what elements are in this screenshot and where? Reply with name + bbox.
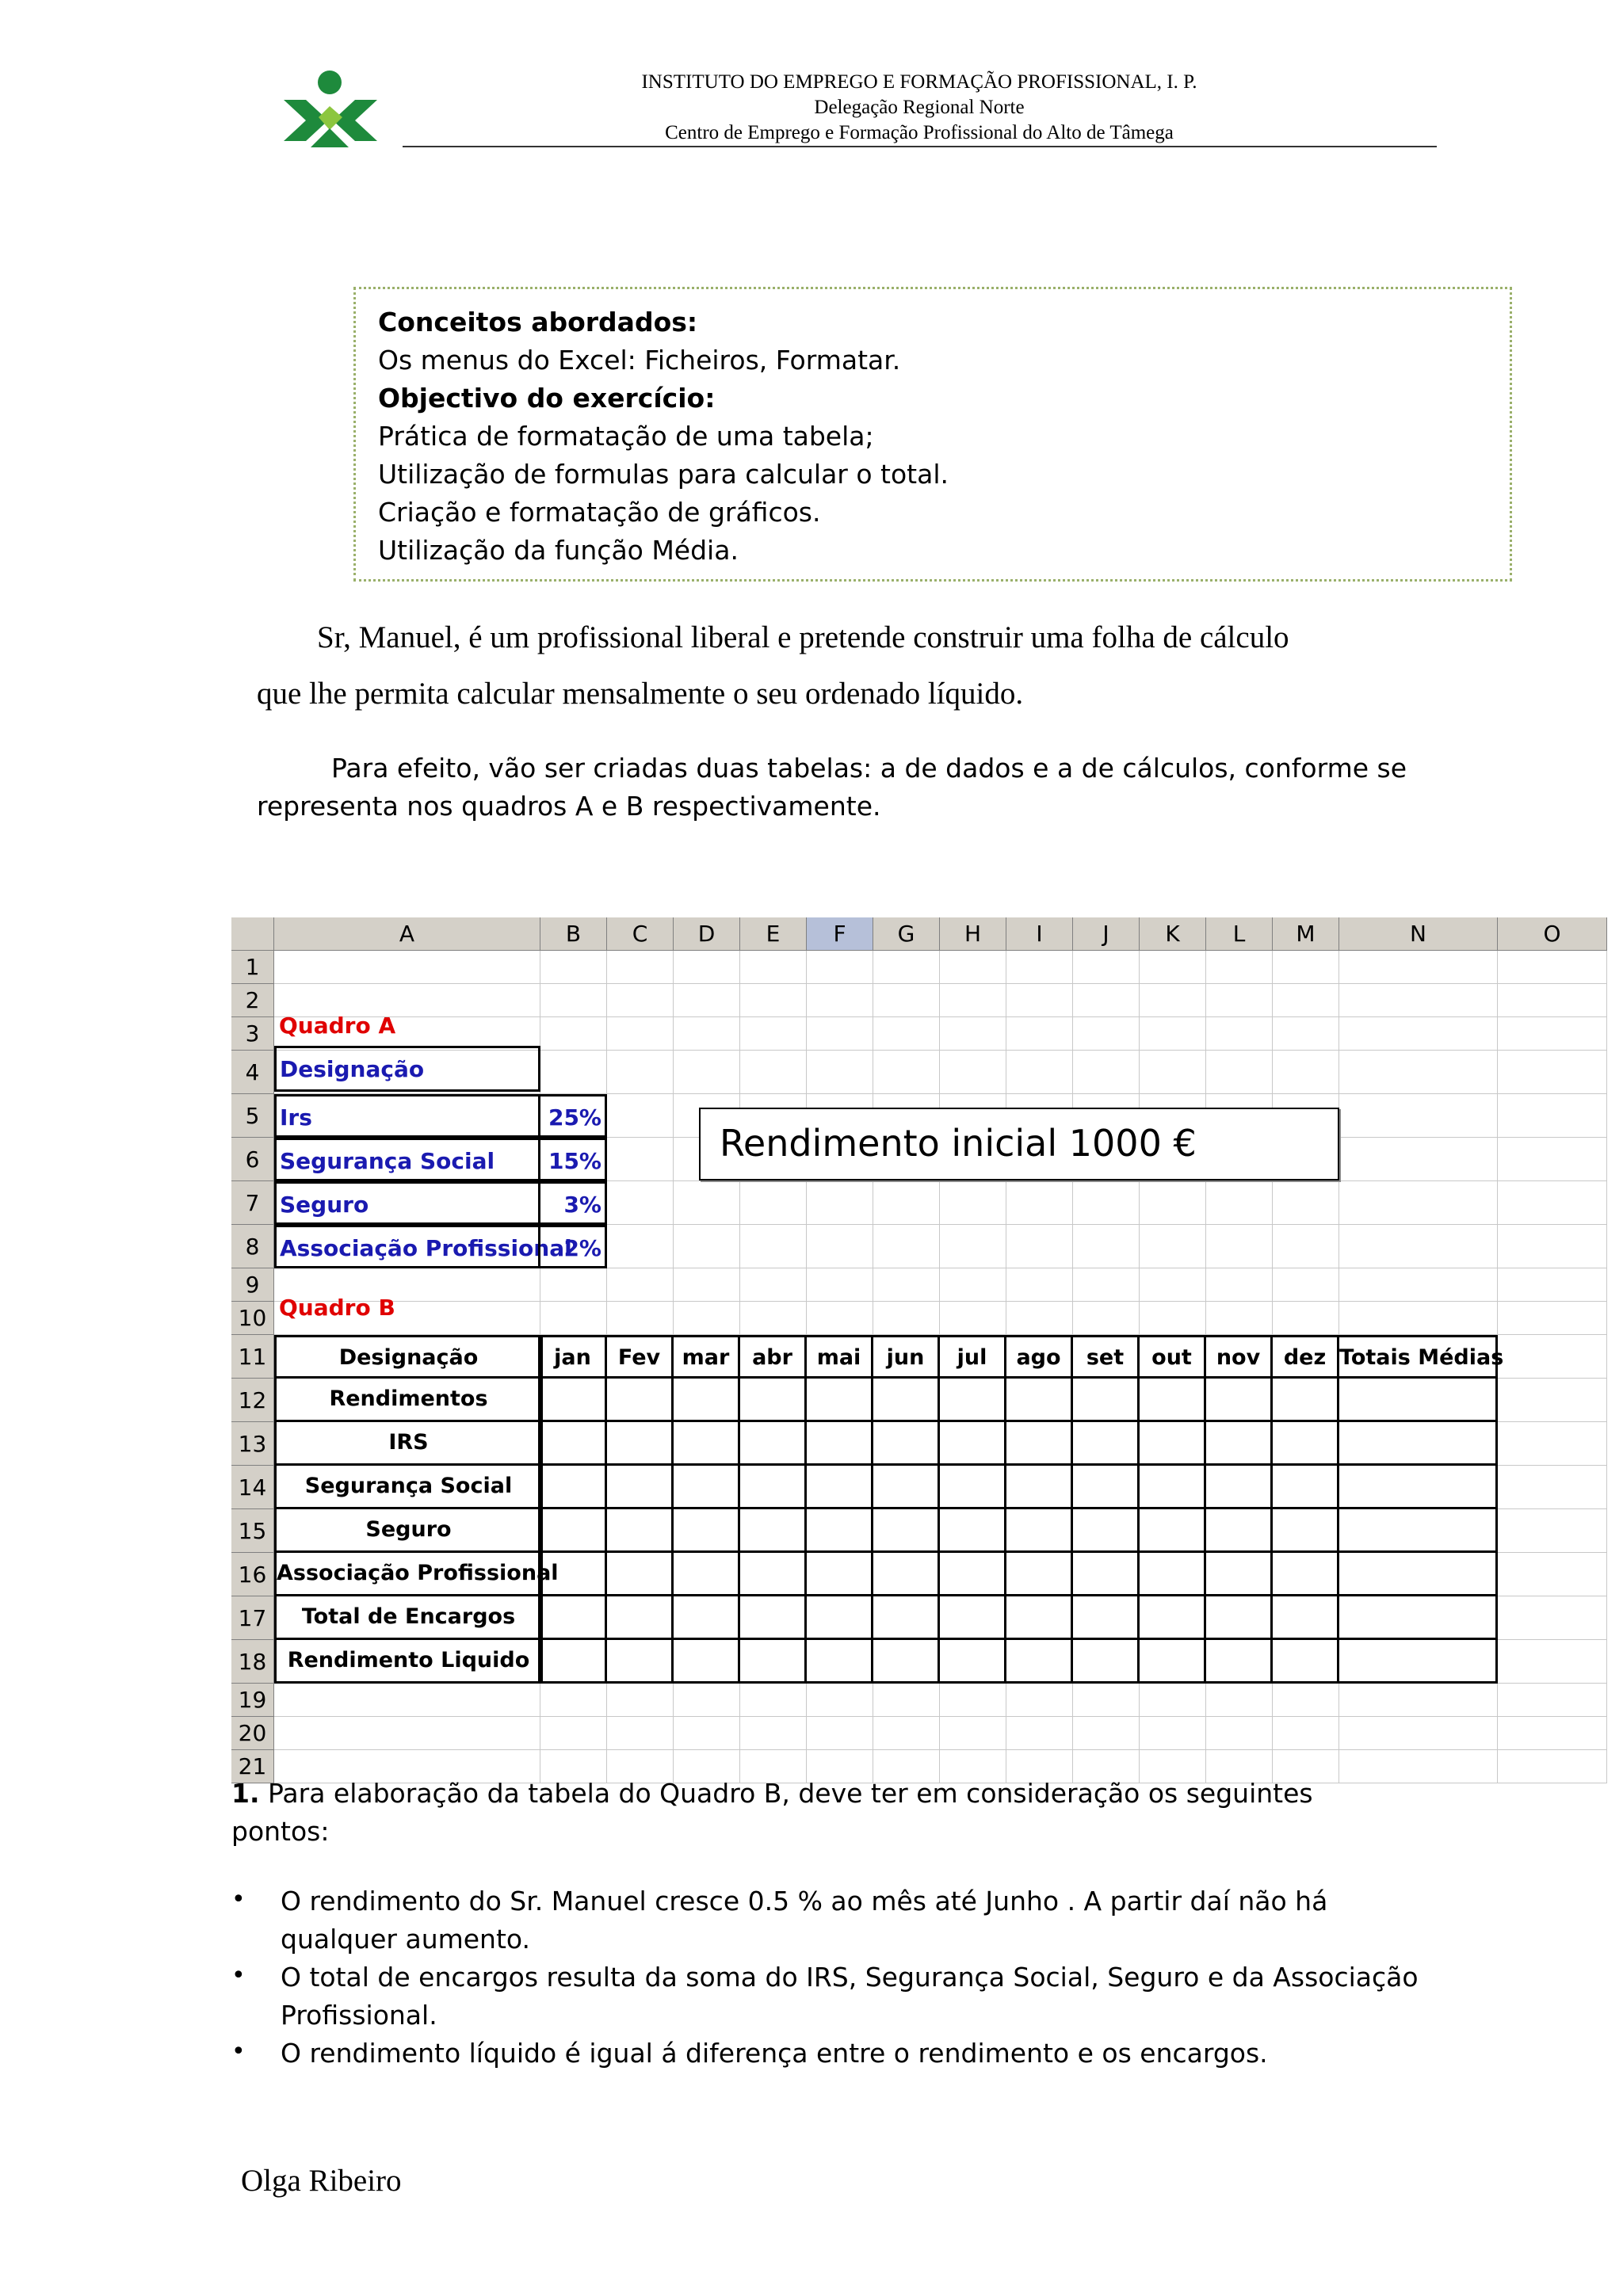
grid-line: [1606, 951, 1607, 1783]
quadro-b-data-cell[interactable]: [1204, 1420, 1273, 1466]
totals-header-text: Totais Médias: [1339, 1345, 1504, 1370]
month-header-set[interactable]: [1071, 1335, 1140, 1379]
row-header-13[interactable]: 13: [231, 1422, 274, 1466]
quadro-b-data-cell[interactable]: [1137, 1594, 1206, 1640]
month-header-mar-text: mar: [682, 1345, 730, 1370]
footer-author: Olga Ribeiro: [241, 2164, 402, 2198]
month-header-nov-text: nov: [1216, 1345, 1261, 1370]
row-header-18[interactable]: 18: [231, 1640, 274, 1684]
quadro-b-data-cell[interactable]: [1071, 1420, 1140, 1466]
grid-line: [274, 1749, 1607, 1750]
quadro-b-data-cell[interactable]: [1137, 1376, 1206, 1422]
quadro-b-data-cell[interactable]: [938, 1463, 1006, 1509]
row-header-9[interactable]: 9: [231, 1268, 274, 1302]
row-header-6[interactable]: 6: [231, 1138, 274, 1181]
month-header-mai[interactable]: [804, 1335, 873, 1379]
quadro-a-item-value: 2%: [563, 1235, 601, 1261]
quadro-b-data-cell[interactable]: [1270, 1594, 1339, 1640]
quadro-b-data-cell[interactable]: [738, 1463, 807, 1509]
bullet-item: O rendimento líquido é igual á diferença entre o rendimento e os encargos.: [281, 2038, 1268, 2069]
quadro-b-data-cell[interactable]: [938, 1420, 1006, 1466]
quadro-a-header: Designação: [280, 1056, 425, 1082]
grid-line: [274, 1716, 1607, 1717]
quadro-b-data-cell[interactable]: [605, 1463, 674, 1509]
intro-paragraph-2: Para efeito, vão ser criadas duas tabelas: a de dados e a de cálculos, conforme se: [331, 753, 1407, 784]
month-header-out-text: out: [1151, 1345, 1192, 1370]
quadro-b-data-cell[interactable]: [1270, 1638, 1339, 1684]
row-header-15[interactable]: 15: [231, 1509, 274, 1553]
quadro-a-header-cell[interactable]: [274, 1046, 540, 1092]
instructions-intro: [231, 1778, 1313, 1809]
row-header-19[interactable]: 19: [231, 1684, 274, 1717]
quadro-b-data-cell[interactable]: [1137, 1463, 1206, 1509]
instruction-text: Para elaboração da tabela do Quadro B, deve ter em consideração os seguintes: [268, 1778, 1313, 1809]
column-header-m[interactable]: M: [1273, 917, 1339, 951]
row-header-20[interactable]: 20: [231, 1717, 274, 1750]
quadro-b-row-label-text: Total de Encargos: [301, 1604, 516, 1629]
row-header-21[interactable]: 21: [231, 1750, 274, 1783]
column-header-n[interactable]: N: [1339, 917, 1498, 951]
bullet-item: Profissional.: [281, 2000, 437, 2031]
quadro-b-data-cell[interactable]: [871, 1550, 940, 1596]
quadro-a-label-cell[interactable]: [274, 1094, 540, 1138]
column-header-l[interactable]: L: [1206, 917, 1273, 951]
quadro-b-row-label-text: Associação Profissional: [277, 1561, 559, 1585]
quadro-b-data-cell[interactable]: [1137, 1550, 1206, 1596]
quadro-b-header-cell-text: Designação: [338, 1345, 479, 1370]
row-header-10[interactable]: 10: [231, 1302, 274, 1335]
row-header-17[interactable]: 17: [231, 1596, 274, 1640]
quadro-b-data-cell[interactable]: [538, 1420, 607, 1466]
quadro-a-label-cell[interactable]: [274, 1138, 540, 1181]
quadro-b-data-cell[interactable]: [1004, 1594, 1073, 1640]
quadro-b-data-cell[interactable]: [671, 1550, 740, 1596]
quadro-b-data-cell[interactable]: [1204, 1594, 1273, 1640]
column-header-b[interactable]: B: [540, 917, 607, 951]
column-header-d[interactable]: D: [674, 917, 740, 951]
instruction-number: 1.: [231, 1778, 260, 1809]
objective-line: Criação e formatação de gráficos.: [378, 497, 821, 528]
column-header-f[interactable]: F: [807, 917, 873, 951]
month-header-set-text: set: [1086, 1345, 1125, 1370]
column-header-o[interactable]: O: [1498, 917, 1607, 951]
quadro-b-data-cell[interactable]: [1337, 1594, 1498, 1640]
quadro-a-item-label: Seguro: [280, 1192, 369, 1218]
month-header-jun[interactable]: [871, 1335, 940, 1379]
row-header-4[interactable]: 4: [231, 1051, 274, 1094]
month-header-jun-text: jun: [886, 1345, 925, 1370]
column-header-e[interactable]: E: [740, 917, 807, 951]
column-header-i[interactable]: I: [1006, 917, 1073, 951]
bullet-item: O total de encargos resulta da soma do IRS, Segurança Social, Seguro e da Associação: [281, 1962, 1419, 1993]
quadro-b-data-cell[interactable]: [1337, 1638, 1498, 1684]
quadro-b-data-cell[interactable]: [738, 1420, 807, 1466]
month-header-abr[interactable]: [738, 1335, 807, 1379]
month-header-out[interactable]: [1137, 1335, 1206, 1379]
quadro-b-data-cell[interactable]: [804, 1550, 873, 1596]
objective-heading: Objectivo do exercício:: [378, 383, 716, 414]
month-header-fev[interactable]: [605, 1335, 674, 1379]
month-header-ago[interactable]: [1004, 1335, 1073, 1379]
bullet-icon: •: [231, 2038, 246, 2065]
quadro-b-data-cell[interactable]: [738, 1550, 807, 1596]
quadro-b-data-cell[interactable]: [1204, 1376, 1273, 1422]
quadro-b-data-cell[interactable]: [1204, 1507, 1273, 1553]
intro-paragraph: que lhe permita calcular mensalmente o seu ordenado líquido.: [257, 677, 1024, 711]
quadro-b-data-cell[interactable]: [605, 1376, 674, 1422]
quadro-a-item-label: Segurança Social: [280, 1148, 495, 1174]
quadro-b-data-cell[interactable]: [871, 1594, 940, 1640]
quadro-b-data-cell[interactable]: [871, 1420, 940, 1466]
month-header-ago-text: ago: [1016, 1345, 1061, 1370]
quadro-b-data-cell[interactable]: [538, 1376, 607, 1422]
month-header-jan[interactable]: [538, 1335, 607, 1379]
quadro-b-data-cell[interactable]: [1204, 1550, 1273, 1596]
quadro-b-data-cell[interactable]: [871, 1376, 940, 1422]
quadro-b-data-cell[interactable]: [1071, 1550, 1140, 1596]
iefp-logo: [279, 68, 382, 154]
bullet-icon: •: [231, 1886, 246, 1913]
quadro-a-value-cell[interactable]: [538, 1138, 607, 1181]
quadro-b-row-label[interactable]: [274, 1594, 543, 1640]
concepts-box: [353, 287, 1512, 582]
quadro-b-data-cell[interactable]: [538, 1638, 607, 1684]
quadro-b-data-cell[interactable]: [938, 1507, 1006, 1553]
quadro-b-data-cell[interactable]: [871, 1507, 940, 1553]
quadro-b-data-cell[interactable]: [1337, 1463, 1498, 1509]
month-header-dez-text: dez: [1283, 1345, 1327, 1370]
quadro-b-data-cell[interactable]: [1004, 1550, 1073, 1596]
quadro-b-data-cell[interactable]: [1071, 1507, 1140, 1553]
month-header-mai-text: mai: [816, 1345, 861, 1370]
quadro-b-data-cell[interactable]: [804, 1507, 873, 1553]
quadro-b-data-cell[interactable]: [738, 1638, 807, 1684]
quadro-b-data-cell[interactable]: [1204, 1463, 1273, 1509]
quadro-b-data-cell[interactable]: [538, 1550, 607, 1596]
quadro-a-item-value: 25%: [548, 1104, 601, 1131]
quadro-b-data-cell[interactable]: [804, 1638, 873, 1684]
quadro-b-data-cell[interactable]: [1071, 1463, 1140, 1509]
quadro-b-data-cell[interactable]: [671, 1638, 740, 1684]
quadro-b-data-cell[interactable]: [804, 1463, 873, 1509]
quadro-b-data-cell[interactable]: [1137, 1420, 1206, 1466]
rendimento-inicial-box[interactable]: Rendimento inicial 1000 €: [699, 1108, 1339, 1180]
quadro-b-data-cell[interactable]: [804, 1376, 873, 1422]
month-header-jan-text: jan: [554, 1345, 591, 1370]
quadro-b-row-label[interactable]: [274, 1550, 559, 1596]
row-header-12[interactable]: 12: [231, 1379, 274, 1422]
quadro-b-label: Quadro B: [279, 1295, 395, 1321]
quadro-b-data-cell[interactable]: [1137, 1638, 1206, 1684]
quadro-b-data-cell[interactable]: [1004, 1463, 1073, 1509]
quadro-b-data-cell[interactable]: [1004, 1638, 1073, 1684]
month-header-jul-text: jul: [957, 1345, 987, 1370]
quadro-b-data-cell[interactable]: [1337, 1507, 1498, 1553]
quadro-b-data-cell[interactable]: [1270, 1376, 1339, 1422]
quadro-b-data-cell[interactable]: [605, 1420, 674, 1466]
quadro-b-data-cell[interactable]: [1270, 1463, 1339, 1509]
quadro-b-data-cell[interactable]: [1071, 1594, 1140, 1640]
column-header-j[interactable]: J: [1073, 917, 1140, 951]
quadro-b-data-cell[interactable]: [871, 1638, 940, 1684]
quadro-b-data-cell[interactable]: [1270, 1507, 1339, 1553]
quadro-a-label: Quadro A: [279, 1013, 396, 1039]
quadro-a-value-cell[interactable]: [538, 1094, 607, 1138]
quadro-b-data-cell[interactable]: [1137, 1507, 1206, 1553]
quadro-a-label-cell[interactable]: [274, 1181, 540, 1225]
quadro-b-data-cell[interactable]: [605, 1594, 674, 1640]
quadro-b-data-cell[interactable]: [538, 1594, 607, 1640]
row-header-16[interactable]: 16: [231, 1553, 274, 1596]
quadro-b-row-label-text: Rendimento Liquido: [287, 1648, 530, 1672]
header-rule: [403, 146, 1437, 147]
month-header-nov[interactable]: [1204, 1335, 1273, 1379]
row-header-3[interactable]: 3: [231, 1017, 274, 1051]
quadro-b-data-cell[interactable]: [1004, 1420, 1073, 1466]
totals-header[interactable]: [1337, 1335, 1504, 1379]
quadro-b-data-cell[interactable]: [605, 1638, 674, 1684]
quadro-b-data-cell[interactable]: [1270, 1420, 1339, 1466]
quadro-a-item-value: 15%: [548, 1148, 601, 1174]
quadro-b-data-cell[interactable]: [871, 1463, 940, 1509]
row-header-14[interactable]: 14: [231, 1466, 274, 1509]
quadro-b-data-cell[interactable]: [938, 1376, 1006, 1422]
quadro-b-data-cell[interactable]: [1071, 1376, 1140, 1422]
objective-line: Utilização de formulas para calcular o total.: [378, 459, 949, 490]
quadro-b-data-cell[interactable]: [938, 1638, 1006, 1684]
month-header-abr-text: abr: [752, 1345, 792, 1370]
instructions-intro: pontos:: [231, 1816, 330, 1847]
quadro-b-data-cell[interactable]: [1337, 1550, 1498, 1596]
row-header-5[interactable]: 5: [231, 1094, 274, 1138]
quadro-b-data-cell[interactable]: [1004, 1507, 1073, 1553]
quadro-b-data-cell[interactable]: [605, 1550, 674, 1596]
concepts-heading: Conceitos abordados:: [378, 307, 698, 338]
quadro-b-row-label[interactable]: [274, 1420, 543, 1466]
month-header-jul[interactable]: [938, 1335, 1006, 1379]
row-header-1[interactable]: 1: [231, 951, 274, 984]
row-header-2[interactable]: 2: [231, 984, 274, 1017]
column-header-k[interactable]: K: [1140, 917, 1206, 951]
quadro-b-data-cell[interactable]: [938, 1550, 1006, 1596]
quadro-a-item-label: Irs: [280, 1104, 312, 1131]
quadro-b-data-cell[interactable]: [538, 1507, 607, 1553]
column-header-g[interactable]: G: [873, 917, 940, 951]
quadro-b-row-label[interactable]: [274, 1463, 543, 1509]
month-header-fev-text: Fev: [617, 1345, 661, 1370]
quadro-b-data-cell[interactable]: [538, 1463, 607, 1509]
quadro-a-value-cell[interactable]: [538, 1181, 607, 1225]
quadro-b-row-label-text: Rendimentos: [329, 1386, 488, 1411]
month-header-dez[interactable]: [1270, 1335, 1339, 1379]
quadro-b-data-cell[interactable]: [671, 1594, 740, 1640]
quadro-b-row-label-text: IRS: [388, 1430, 429, 1455]
column-header-h[interactable]: H: [940, 917, 1006, 951]
quadro-a-value-cell[interactable]: [538, 1225, 607, 1268]
grid-line: [274, 983, 1607, 984]
intro-paragraph-2: representa nos quadros A e B respectivamente.: [257, 791, 881, 822]
intro-paragraph: Sr, Manuel, é um profissional liberal e pretende construir uma folha de cálculo: [317, 620, 1289, 654]
quadro-a-label-cell[interactable]: [274, 1225, 572, 1268]
quadro-b-data-cell[interactable]: [605, 1507, 674, 1553]
header-center: Centro de Emprego e Formação Profissional do Alto de Tâmega: [665, 122, 1174, 143]
quadro-b-row-label[interactable]: [274, 1507, 543, 1553]
sheet-corner[interactable]: [231, 917, 274, 951]
objective-line: Utilização da função Média.: [378, 535, 739, 566]
quadro-b-data-cell[interactable]: [671, 1463, 740, 1509]
quadro-b-data-cell[interactable]: [738, 1507, 807, 1553]
quadro-b-data-cell[interactable]: [738, 1376, 807, 1422]
quadro-b-data-cell[interactable]: [1270, 1550, 1339, 1596]
grid-line: [274, 1016, 1607, 1017]
concepts-line: Os menus do Excel: Ficheiros, Formatar.: [378, 345, 901, 376]
spreadsheet: [231, 917, 1607, 1777]
header-institute: INSTITUTO DO EMPREGO E FORMAÇÃO PROFISSIONAL, I. P.: [641, 71, 1197, 93]
column-header-a[interactable]: A: [274, 917, 540, 951]
grid-line: [274, 1301, 1607, 1302]
quadro-b-data-cell[interactable]: [671, 1507, 740, 1553]
header-delegation: Delegação Regional Norte: [814, 97, 1025, 118]
row-header-8[interactable]: 8: [231, 1225, 274, 1268]
quadro-b-data-cell[interactable]: [1004, 1376, 1073, 1422]
quadro-b-data-cell[interactable]: [1204, 1638, 1273, 1684]
quadro-b-data-cell[interactable]: [938, 1594, 1006, 1640]
quadro-b-row-label[interactable]: [274, 1376, 543, 1422]
bullet-item: O rendimento do Sr. Manuel cresce 0.5 % ao mês até Junho . A partir daí não há: [281, 1886, 1328, 1917]
bullet-item: qualquer aumento.: [281, 1924, 531, 1955]
quadro-b-header-cell[interactable]: [274, 1335, 543, 1379]
quadro-a-item-value: 3%: [563, 1192, 601, 1218]
quadro-b-data-cell[interactable]: [1337, 1376, 1498, 1422]
quadro-b-row-label-text: Segurança Social: [304, 1474, 513, 1498]
bullet-icon: •: [231, 1962, 246, 1989]
quadro-a-item-label: Associação Profissional: [280, 1235, 572, 1261]
quadro-b-data-cell[interactable]: [671, 1376, 740, 1422]
quadro-b-data-cell[interactable]: [671, 1420, 740, 1466]
quadro-b-data-cell[interactable]: [804, 1420, 873, 1466]
quadro-b-row-label-text: Seguro: [365, 1517, 452, 1542]
column-header-c[interactable]: C: [607, 917, 674, 951]
row-header-11[interactable]: 11: [231, 1335, 274, 1379]
month-header-mar[interactable]: [671, 1335, 740, 1379]
quadro-b-data-cell[interactable]: [804, 1594, 873, 1640]
quadro-b-data-cell[interactable]: [738, 1594, 807, 1640]
quadro-b-data-cell[interactable]: [1071, 1638, 1140, 1684]
row-header-7[interactable]: 7: [231, 1181, 274, 1225]
quadro-b-data-cell[interactable]: [1337, 1420, 1498, 1466]
quadro-b-row-label[interactable]: [274, 1638, 543, 1684]
objective-line: Prática de formatação de uma tabela;: [378, 421, 874, 452]
